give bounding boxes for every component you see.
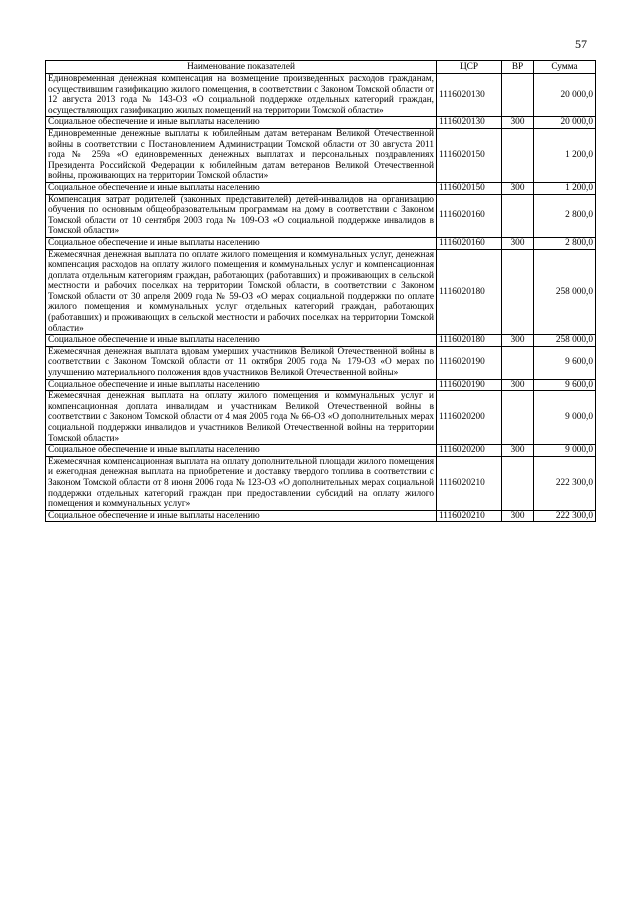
row-csr: 1116020150 [437, 128, 502, 182]
table-row [46, 456, 596, 510]
header-csr: ЦСР [437, 61, 502, 74]
table-row [46, 510, 596, 522]
table-row [46, 237, 596, 249]
row-sum: 9 600,0 [534, 379, 596, 391]
row-csr: 1116020210 [437, 456, 502, 510]
row-sum: 9 000,0 [534, 445, 596, 457]
row-vr [502, 128, 534, 182]
row-sum: 9 600,0 [534, 346, 596, 379]
row-name: Социальное обеспечение и иные выплаты населению [46, 237, 437, 249]
row-sum: 1 200,0 [534, 128, 596, 182]
row-name: Ежемесячная компенсационная выплата на оплату дополнительной площади жилого помещения и ежегодная денежная выплата на приобретение и доставку твердого топлива в соответствии с Законом Томской области от 8 июня 2006 года № 123-ОЗ «О дополнительных мерах социальной поддержки отдельных категорий граждан при предоставлении субсидий на оплату жилого помещения и коммунальных услуг» [46, 456, 437, 510]
row-vr: 300 [502, 510, 534, 522]
header-name: Наименование показателей [46, 61, 437, 74]
budget-table [45, 60, 596, 522]
row-vr [502, 346, 534, 379]
table-row [46, 194, 596, 237]
page-number: 57 [575, 37, 587, 51]
row-sum: 258 000,0 [534, 335, 596, 347]
table-row [46, 335, 596, 347]
row-vr: 300 [502, 182, 534, 194]
row-name: Социальное обеспечение и иные выплаты населению [46, 510, 437, 522]
row-csr: 1116020190 [437, 379, 502, 391]
header-sum: Сумма [534, 61, 596, 74]
table-row [46, 117, 596, 129]
table-row [46, 182, 596, 194]
row-vr [502, 456, 534, 510]
row-sum: 1 200,0 [534, 182, 596, 194]
row-vr: 300 [502, 335, 534, 347]
table-row [46, 379, 596, 391]
row-vr: 300 [502, 117, 534, 129]
row-name: Ежемесячная денежная выплата вдовам умерших участников Великой Отечественной войны в соответствии с Законом Томской области от 11 октября 2005 года № 179-ОЗ «О мерах по улучшению материального положения вдов участников Великой Отечественной войны» [46, 346, 437, 379]
row-csr: 1116020210 [437, 510, 502, 522]
header-vr: ВР [502, 61, 534, 74]
row-sum: 2 800,0 [534, 237, 596, 249]
row-csr: 1116020130 [437, 74, 502, 117]
row-sum: 2 800,0 [534, 194, 596, 237]
row-name: Единовременная денежная компенсация на возмещение произведенных расходов гражданам, осуществившим газификацию жилого помещения, в соответствии с Законом Томской области от 12 августа 2013 года № 143-ОЗ «О социальной поддержке отдельных категорий граждан, осуществляющих газификацию жилых помещений на территории Томской области» [46, 74, 437, 117]
row-csr: 1116020200 [437, 445, 502, 457]
row-name: Ежемесячная денежная выплата по оплате жилого помещения и коммунальных услуг, денежная компенсация расходов на оплату жилого помещения и коммунальных услуг и компенсационная доплата отдельным категориям граждан, работающих (работавших) и проживающих в сельской местности и рабочих поселках на территории Томской области, в соответствии с Законом Томской области от 30 апреля 2009 года № 59-ОЗ «О мерах социальной поддержки по оплате жилого помещения и коммунальных услуг отдельных категорий граждан, работающих (работавших) и проживающих в сельской местности и рабочих поселках на территории Томской области» [46, 249, 437, 335]
table-row [46, 74, 596, 117]
row-sum: 222 300,0 [534, 456, 596, 510]
row-name: Социальное обеспечение и иные выплаты населению [46, 182, 437, 194]
row-csr: 1116020130 [437, 117, 502, 129]
row-name: Социальное обеспечение и иные выплаты населению [46, 335, 437, 347]
row-sum: 258 000,0 [534, 249, 596, 335]
table-row [46, 128, 596, 182]
row-vr [502, 74, 534, 117]
row-name: Социальное обеспечение и иные выплаты населению [46, 379, 437, 391]
row-vr: 300 [502, 445, 534, 457]
row-csr: 1116020180 [437, 335, 502, 347]
row-vr [502, 194, 534, 237]
row-name: Компенсация затрат родителей (законных представителей) детей-инвалидов на организацию обучения по основным общеобразовательным программам на дому в соответствии с Законом Томской области от 10 сентября 2003 года № 109-ОЗ «О социальной поддержке инвалидов в Томской области» [46, 194, 437, 237]
row-name: Социальное обеспечение и иные выплаты населению [46, 117, 437, 129]
row-vr [502, 391, 534, 445]
row-csr: 1116020190 [437, 346, 502, 379]
row-sum: 20 000,0 [534, 117, 596, 129]
row-csr: 1116020150 [437, 182, 502, 194]
row-name: Единовременные денежные выплаты к юбилейным датам ветеранам Великой Отечественной войны в соответствии с Постановлением Администрации Томской области от 30 августа 2011 года № 259а «О единовременных денежных выплатах и персональных поздравлениях Президента Российской Федерации к юбилейным датам ветеранов Великой Отечественной войны, проживающих на территории Томской области» [46, 128, 437, 182]
table-row [46, 249, 596, 335]
row-sum: 20 000,0 [534, 74, 596, 117]
row-sum: 9 000,0 [534, 391, 596, 445]
row-csr: 1116020160 [437, 194, 502, 237]
row-name: Социальное обеспечение и иные выплаты населению [46, 445, 437, 457]
row-vr: 300 [502, 379, 534, 391]
row-csr: 1116020180 [437, 249, 502, 335]
table-row [46, 346, 596, 379]
table-row [46, 445, 596, 457]
row-vr: 300 [502, 237, 534, 249]
row-csr: 1116020160 [437, 237, 502, 249]
table-row [46, 391, 596, 445]
table-header-row [46, 61, 596, 74]
row-name: Ежемесячная денежная выплата на оплату жилого помещения и коммунальных услуг и компенсационная доплата инвалидам и участникам Великой Отечественной войны в соответствии с Законом Томской области от 4 мая 2005 года № 66-ОЗ «О дополнительных мерах социальной поддержки инвалидов и участников Великой Отечественной войны на территории Томской области» [46, 391, 437, 445]
row-sum: 222 300,0 [534, 510, 596, 522]
row-vr [502, 249, 534, 335]
row-csr: 1116020200 [437, 391, 502, 445]
